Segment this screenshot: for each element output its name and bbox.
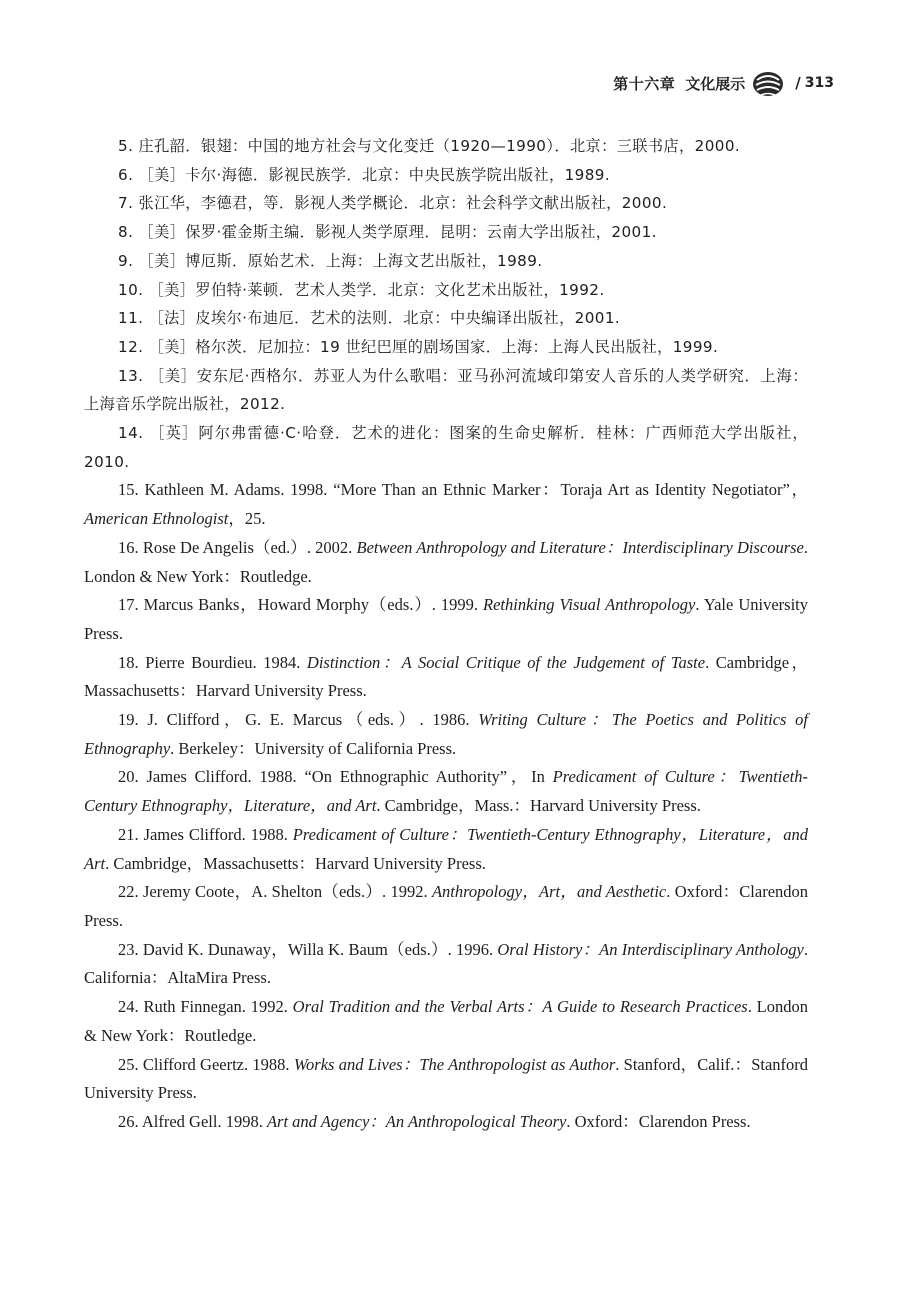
chapter-label: 第十六章	[613, 74, 676, 93]
reference-item	[84, 304, 808, 333]
reference-number: 22.	[118, 882, 143, 902]
reference-text: ［美］保罗·霍金斯主编．影视人类学原理．昆明：云南大学出版社，2001.	[138, 223, 657, 242]
reference-item	[84, 218, 808, 247]
reference-number: 26.	[118, 1111, 142, 1131]
reference-number: 8.	[118, 223, 139, 242]
reference-text: . Cambridge，Massachusetts：Harvard University Press.	[84, 652, 809, 701]
header-separator: /	[795, 74, 801, 92]
reference-item	[84, 936, 808, 993]
reference-title: Between Anthropology and Literature：Interdisciplinary Discourse	[356, 537, 804, 557]
reference-title: Distinction：A Social Critique of the Judgement of Taste	[306, 652, 706, 672]
reference-number: 13.	[118, 366, 149, 385]
reference-text: . Berkeley：University of California Press.	[170, 738, 457, 758]
reference-title: Anthropology，Art，and Aesthetic	[431, 882, 667, 902]
page-number: 313	[804, 75, 834, 91]
reference-number: 23.	[118, 939, 143, 959]
reference-item	[84, 878, 808, 935]
reference-number: 20.	[118, 767, 147, 787]
reference-text: Kathleen M. Adams. 1998. “More Than an Ethnic Marker：Toraja Art as Identity Negotiator”，	[144, 480, 808, 500]
reference-item	[84, 419, 808, 476]
reference-text: . Cambridge，Massachusetts：Harvard University Press.	[105, 853, 486, 873]
reference-text: ［美］博厄斯．原始艺术．上海：上海文艺出版社，1989.	[138, 251, 543, 270]
reference-text: . London & New York：Routledge.	[84, 997, 809, 1045]
reference-list	[84, 132, 808, 1137]
reference-text: . Cambridge，Mass.：Harvard University Press.	[376, 796, 701, 816]
reference-item	[84, 276, 808, 305]
reference-number: 21.	[118, 824, 144, 844]
reference-text: Jeremy Coote，A. Shelton（eds.）. 1992.	[142, 882, 432, 902]
reference-number: 24.	[118, 997, 144, 1017]
reference-text: 庄孔韶．银翅：中国的地方社会与文化变迁（1920—1990）．北京：三联书店，2000.	[138, 137, 741, 155]
reference-text: Pierre Bourdieu. 1984.	[145, 652, 307, 672]
reference-number: 7.	[118, 194, 139, 213]
reference-item	[84, 591, 808, 648]
reference-text: ［美］卡尔·海德．影视民族学．北京：中央民族学院出版社，1989.	[138, 165, 611, 184]
reference-number: 6.	[118, 165, 139, 184]
reference-item	[84, 247, 808, 276]
reference-text: James Clifford. 1988. “On Ethnographic Authority”，In	[146, 767, 553, 787]
reference-title: Oral History：An Interdisciplinary Anthology	[497, 939, 804, 959]
reference-title: Rethinking Visual Anthropology	[483, 595, 696, 615]
reference-item	[84, 993, 808, 1050]
reference-number: 5.	[118, 137, 139, 155]
reference-title: American Ethnologist	[84, 509, 229, 529]
reference-number: 16.	[118, 537, 143, 557]
reference-item	[84, 476, 808, 533]
reference-number: 11.	[118, 309, 149, 328]
running-header	[613, 66, 834, 100]
reference-text: Clifford Geertz. 1988.	[142, 1054, 294, 1074]
reference-text: . Stanford，Calif.：Stanford University Press.	[84, 1054, 809, 1103]
reference-text: Rose De Angelis（ed.）. 2002.	[142, 537, 357, 557]
reference-text: Ruth Finnegan. 1992.	[143, 997, 293, 1017]
reference-number: 15.	[118, 480, 145, 500]
reference-item	[84, 1051, 808, 1108]
reference-text: . Oxford：Clarendon Press.	[84, 882, 809, 930]
reference-text: Alfred Gell. 1998.	[141, 1111, 267, 1131]
reference-item	[84, 649, 808, 706]
reference-number: 10.	[118, 280, 149, 299]
reference-number: 25.	[118, 1054, 143, 1074]
reference-item	[84, 132, 808, 161]
reference-item	[84, 161, 808, 190]
reference-text: ，25.	[228, 509, 266, 529]
reference-title: Writing Culture：The Poetics and Politics of Ethnography	[84, 710, 809, 758]
reference-item	[84, 534, 808, 591]
reference-title: Predicament of Culture：Twentieth-Century Ethnography，Literature，and Art	[84, 767, 809, 816]
reference-title: Art and Agency：An Anthropological Theory	[266, 1111, 567, 1131]
reference-item	[84, 706, 808, 763]
reference-title: Oral Tradition and the Verbal Arts：A Guide to Research Practices	[292, 997, 748, 1017]
reference-text: 张江华，李德君，等．影视人类学概论．北京：社会科学文献出版社，2000.	[138, 194, 668, 213]
reference-item	[84, 821, 808, 878]
reference-text: J. Clifford，G. E. Marcus（eds.）. 1986.	[147, 710, 479, 730]
reference-text: ［法］皮埃尔·布迪厄．艺术的法则．北京：中央编译出版社，2001.	[148, 309, 621, 328]
reference-item	[84, 763, 808, 820]
reference-number: 17.	[118, 595, 144, 615]
reference-text: ［英］阿尔弗雷德·C·哈登．艺术的进化：图案的生命史解析．桂林：广西师范大学出版社，2010.	[84, 424, 808, 471]
reference-text: Marcus Banks，Howard Morphy（eds.）. 1999.	[143, 595, 484, 615]
chapter-title: 文化展示	[685, 74, 746, 93]
reference-number: 9.	[118, 251, 139, 270]
reference-title: Works and Lives：The Anthropologist as Author	[293, 1054, 616, 1074]
reference-number: 12.	[118, 337, 149, 356]
chapter-emblem-icon	[751, 68, 785, 98]
reference-item	[84, 1108, 808, 1137]
reference-text: . California：AltaMira Press.	[84, 939, 809, 988]
reference-number: 14.	[118, 424, 150, 443]
reference-text: . Yale University Press.	[84, 595, 809, 643]
reference-text: David K. Dunaway，Willa K. Baum（eds.）. 1996.	[142, 939, 498, 959]
reference-item	[84, 362, 808, 419]
reference-title: Predicament of Culture：Twentieth-Century Ethnography，Literature，and Art	[84, 824, 808, 873]
reference-text: ［美］安东尼·西格尔．苏亚人为什么歌唱：亚马孙河流域印第安人音乐的人类学研究．上海：上海音乐学院出版社，2012.	[84, 366, 808, 414]
reference-text: ［美］罗伯特·莱顿．艺术人类学．北京：文化艺术出版社，1992.	[148, 280, 605, 299]
reference-text: ［美］格尔茨．尼加拉：19 世纪巴厘的剧场国家．上海：上海人民出版社，1999.	[148, 337, 719, 356]
reference-text: . London & New York：Routledge.	[84, 537, 808, 586]
reference-item	[84, 189, 808, 218]
reference-number: 18.	[118, 652, 146, 672]
reference-number: 19.	[118, 710, 148, 730]
reference-text: James Clifford. 1988.	[143, 824, 293, 844]
reference-item	[84, 333, 808, 362]
reference-text: . Oxford：Clarendon Press.	[566, 1111, 751, 1131]
